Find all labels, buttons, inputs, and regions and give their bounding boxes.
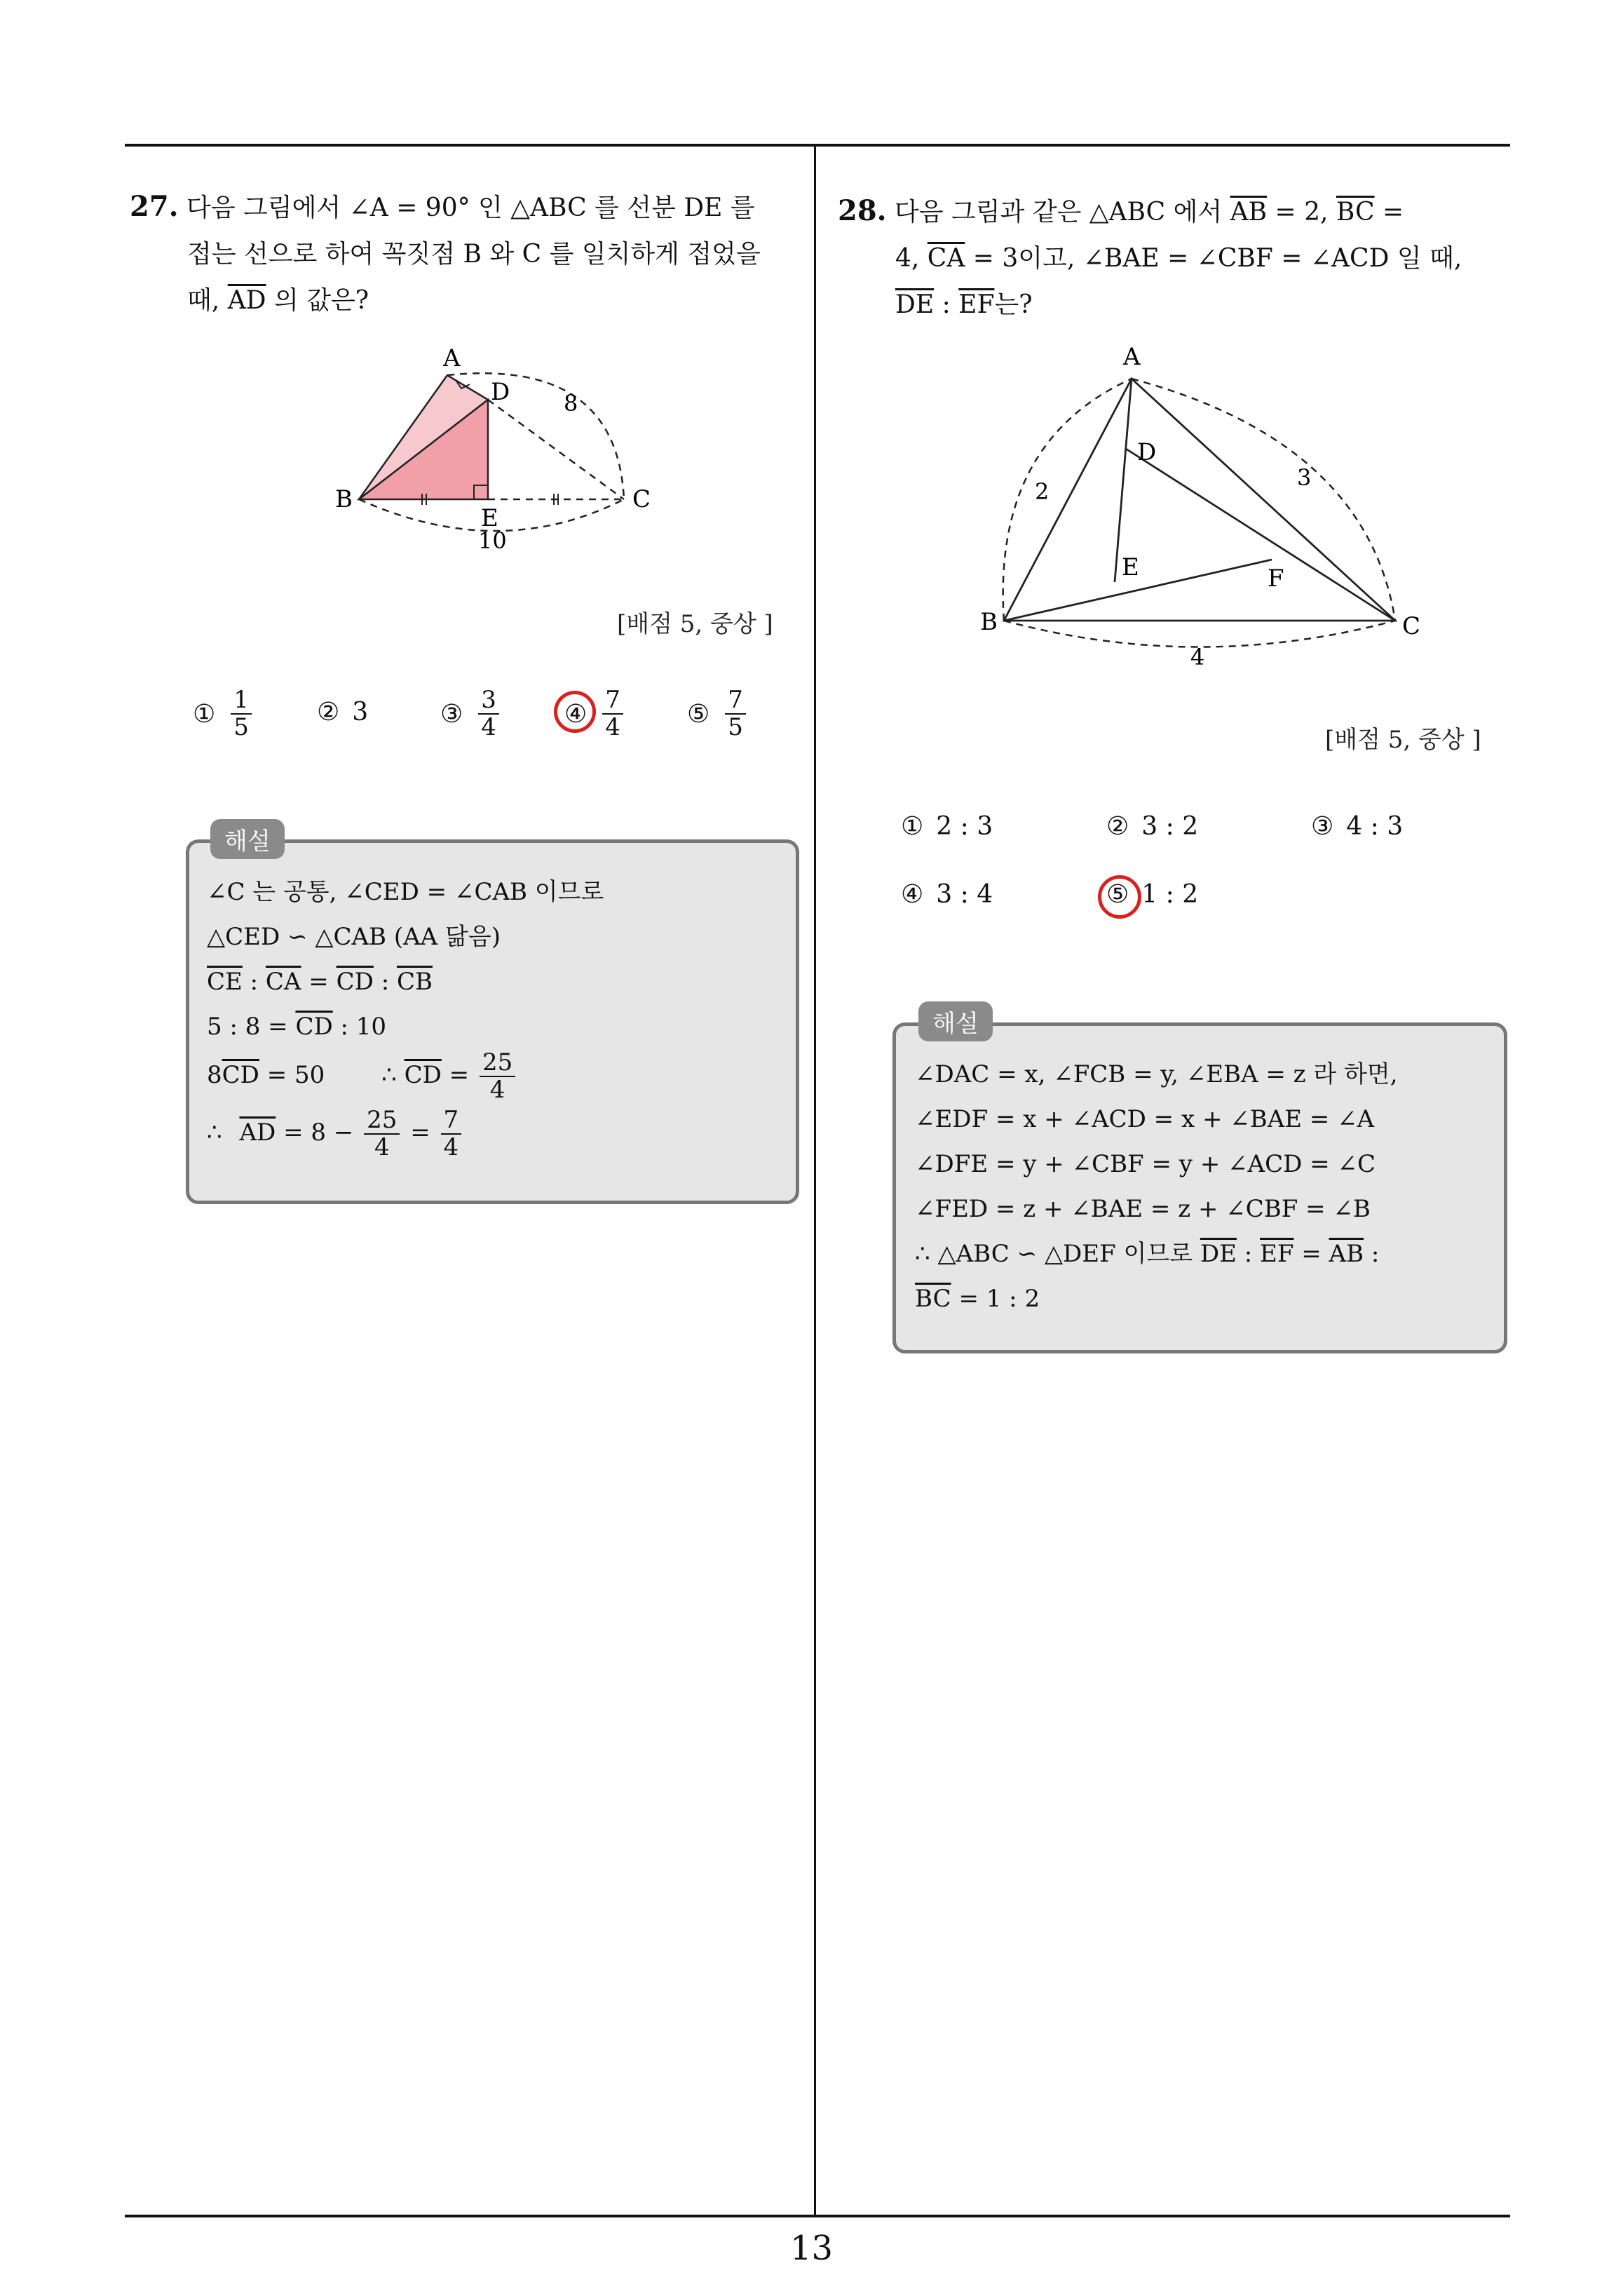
- q27-choice-4-frac: [602, 687, 623, 741]
- q27-sol-l5-num: 25: [480, 1050, 515, 1077]
- q28-label-a: A: [1123, 343, 1141, 371]
- q27-answer-circle: [554, 691, 596, 733]
- q28-choice-3-mark: ③: [1311, 812, 1334, 841]
- q27-segment-ad: $\overline{AD}$: [227, 286, 266, 315]
- q27-solution-content: [207, 870, 604, 1162]
- q27-sol-l4-post: : 10: [332, 1013, 387, 1041]
- q27-sol-line5: [207, 1049, 604, 1103]
- q27-line2: [130, 231, 803, 278]
- q28-text-2-pre: 4,: [895, 244, 928, 273]
- q28-eq-ab: = 2,: [1267, 198, 1336, 227]
- q28-sol-seg-bc: $\overline{BC}$: [915, 1285, 951, 1313]
- question-28: [838, 188, 1511, 328]
- q27-sol-l6-mid: = 8 −: [276, 1119, 362, 1147]
- q28-segment-bc: $\overline{BC}$: [1336, 198, 1375, 227]
- q27-sol-l6-seg: $\overline{AD}$: [239, 1119, 276, 1147]
- bottom-rule: [125, 2215, 1510, 2217]
- q27-label-b: B: [335, 485, 353, 513]
- q28-choice-5-value: 1 : 2: [1141, 880, 1199, 909]
- q28-sol-seg-ab: $\overline{AB}$: [1329, 1240, 1364, 1268]
- q28-solution-content: [915, 1052, 1398, 1321]
- q27-sol-l5-seg: $\overline{CD}$: [222, 1061, 259, 1089]
- q27-sol-l6-frac1: [364, 1107, 400, 1161]
- q27-sol-seg-ca: $\overline{CA}$: [265, 968, 301, 996]
- q28-choice-2[interactable]: [1106, 812, 1198, 841]
- q28-choice-3-value: 4 : 3: [1346, 812, 1404, 841]
- q28-sol-line5: [915, 1231, 1398, 1276]
- q27-choice-1-frac: [231, 687, 252, 741]
- q27-choice-4-mark: ④: [564, 699, 588, 729]
- q28-arc-bc: [1004, 621, 1395, 647]
- q28-choice-2-value: 3 : 2: [1141, 812, 1199, 841]
- q28-label-c: C: [1402, 612, 1421, 640]
- q27-sol-line1: ∠C 는 공통, ∠CED = ∠CAB 이므로: [207, 878, 604, 906]
- q28-sol-seg-de: $\overline{DE}$: [1200, 1240, 1237, 1268]
- q27-sol-line6: [207, 1103, 604, 1162]
- q28-eq-bc: =: [1374, 198, 1404, 227]
- q27-choice-1-den: 5: [233, 713, 249, 742]
- q27-choice-3-mark: ③: [440, 699, 463, 729]
- q28-line3: [838, 282, 1511, 328]
- q27-text-2: 접는 선으로 하여 꼭짓점 B 와 C 를 일치하게 접었을: [187, 240, 761, 269]
- q27-choice-5[interactable]: [687, 687, 749, 741]
- q27-number: 27.: [130, 190, 179, 223]
- q28-choice-4-value: 3 : 4: [936, 880, 993, 909]
- q27-sol-line2: △CED ∽ △CAB (AA 닮음): [207, 923, 501, 951]
- q28-label-len-3: 3: [1297, 464, 1312, 491]
- q27-choice-2-mark: ②: [317, 698, 340, 727]
- q27-sol-l4-seg: $\overline{CD}$: [295, 1013, 333, 1041]
- q27-sol-l6-num2: 7: [441, 1107, 462, 1135]
- q27-sol-seg-cd: $\overline{CD}$: [336, 968, 374, 996]
- q27-choice-3-num: 3: [478, 687, 499, 715]
- q27-score: [배점 5, 중상 ]: [617, 610, 773, 638]
- q27-sol-l5-eq: =: [441, 1061, 470, 1089]
- q27-sol-l5-mid: = 50: [259, 1061, 325, 1089]
- q27-choice-5-mark: ⑤: [687, 699, 710, 729]
- q28-label-len-4: 4: [1190, 644, 1205, 670]
- q28-sol-line6: [915, 1276, 1398, 1321]
- q28-solution-tag: 해설: [918, 1001, 993, 1041]
- q27-choice-4-num: 7: [602, 687, 623, 715]
- q28-score: [배점 5, 중상 ]: [1325, 726, 1481, 754]
- q28-figure: [975, 337, 1451, 687]
- q27-sol-l6-frac2: [441, 1107, 462, 1161]
- q27-sol-l6-num1: 25: [364, 1107, 400, 1135]
- q28-answer-circle: [1098, 875, 1141, 919]
- q27-sol-l5-therefore: ∴: [381, 1061, 397, 1089]
- q28-label-e: E: [1122, 553, 1139, 581]
- q27-choice-1-num: 1: [231, 687, 252, 715]
- q28-segment-ab: $\overline{AB}$: [1230, 198, 1268, 227]
- column-divider: [814, 144, 816, 2216]
- q27-label-a: A: [443, 344, 461, 372]
- q27-sol-l5-frac: [480, 1050, 515, 1104]
- q27-solution-tag: 해설: [210, 819, 285, 859]
- q28-sol-l5-pre: ∴ △ABC ∽ △DEF 이므로: [915, 1240, 1200, 1268]
- q28-choice-1-mark: ①: [901, 812, 924, 841]
- q27-figure: [322, 337, 673, 561]
- q28-sol-line1: ∠DAC = x, ∠FCB = y, ∠EBA = z 라 하면,: [915, 1060, 1398, 1088]
- q28-choice-1[interactable]: [901, 812, 993, 841]
- q28-choice-1-value: 2 : 3: [936, 812, 993, 841]
- q28-line-ae: [1115, 379, 1132, 582]
- q27-choice-3-frac: [478, 687, 499, 741]
- q28-line1: [838, 188, 1511, 236]
- q27-choice-4-den: 4: [605, 713, 620, 742]
- q28-label-f: F: [1268, 565, 1284, 593]
- q28-sol-l6-post: = 1 : 2: [951, 1285, 1040, 1313]
- q27-label-e: E: [481, 504, 498, 532]
- q28-sol-seg-ef: $\overline{EF}$: [1260, 1240, 1294, 1268]
- q27-line3: [130, 278, 803, 324]
- q28-sol-colon2: :: [1364, 1240, 1380, 1268]
- q28-colon: :: [934, 290, 959, 319]
- q28-sol-eq: =: [1293, 1240, 1329, 1268]
- q28-label-b: B: [980, 608, 998, 636]
- q28-line2: [838, 236, 1511, 282]
- q27-label-len-8: 8: [564, 390, 578, 417]
- q27-sol-line3: $\overline{CE}$ : $\overline{CA} = \overline{CD}$ : $\overline{CB}$: [207, 968, 433, 996]
- q28-label-len-2: 2: [1035, 478, 1050, 505]
- q28-choice-4-mark: ④: [901, 880, 924, 909]
- q27-sol-l5-seg2: $\overline{CD}$: [404, 1061, 442, 1089]
- q28-choice-3[interactable]: [1311, 812, 1403, 841]
- q27-line1: [130, 184, 803, 231]
- question-27: [130, 184, 803, 324]
- q27-choice-2[interactable]: [317, 698, 368, 727]
- q28-label-d: D: [1137, 438, 1157, 466]
- q27-sol-l5-pre: 8: [207, 1061, 222, 1089]
- q27-choice-1[interactable]: [193, 687, 254, 741]
- q27-label-d: D: [491, 378, 510, 406]
- q28-text-2-post: = 3이고, ∠BAE = ∠CBF = ∠ACD 일 때,: [965, 244, 1462, 273]
- q28-sol-line4: ∠FED = z + ∠BAE = z + ∠CBF = ∠B: [915, 1195, 1371, 1223]
- top-rule: [125, 144, 1510, 147]
- q27-sol-l4-pre: 5 : 8 =: [207, 1013, 296, 1041]
- q27-sol-seg-ce: $\overline{CE}$: [207, 968, 243, 996]
- q27-sol-l6-eq: =: [410, 1119, 438, 1147]
- q27-sol-l5-den: 4: [489, 1076, 505, 1104]
- q27-dashed-dc: [488, 400, 624, 499]
- q27-sol-l6-den2: 4: [443, 1133, 459, 1162]
- q27-choice-5-den: 5: [728, 713, 743, 742]
- q28-number: 28.: [838, 194, 887, 227]
- q28-segment-ca: $\overline{CA}$: [927, 244, 965, 273]
- q28-text-3-post: 는?: [994, 290, 1033, 319]
- q27-sol-seg-cb: $\overline{CB}$: [396, 968, 433, 996]
- q27-choice-5-num: 7: [725, 687, 746, 715]
- q28-segment-ef: $\overline{EF}$: [958, 290, 995, 319]
- q27-label-c: C: [632, 485, 651, 513]
- q27-sol-line4: [207, 1004, 604, 1049]
- q27-sol-l6-therefore: ∴: [207, 1119, 222, 1147]
- q27-text-1: 다음 그림에서 ∠A = 90° 인 △ABC 를 선분 DE 를: [186, 194, 755, 222]
- q28-sol-colon1: :: [1236, 1240, 1261, 1268]
- q27-choice-1-mark: ①: [193, 699, 216, 729]
- q28-choice-2-mark: ②: [1106, 812, 1129, 841]
- q28-segment-de: $\overline{DE}$: [895, 290, 935, 319]
- q28-choice-5-mark: ⑤: [1106, 880, 1129, 909]
- q27-choice-3[interactable]: [440, 687, 502, 741]
- q28-line-cd: [1126, 449, 1395, 621]
- q27-text-3-post: 의 값은?: [266, 286, 369, 315]
- q28-sol-line2: ∠EDF = x + ∠ACD = x + ∠BAE = ∠A: [915, 1105, 1375, 1133]
- q27-choice-5-frac: [725, 687, 746, 741]
- q27-sol-l6-den1: 4: [374, 1133, 390, 1162]
- q28-text-1-pre: 다음 그림과 같은 △ABC 에서: [895, 198, 1230, 227]
- q27-label-len-10: 10: [478, 527, 507, 554]
- q27-choice-3-den: 4: [481, 713, 496, 742]
- q27-choice-2-value: 3: [352, 698, 369, 727]
- page-number: 13: [789, 2229, 834, 2268]
- q27-text-3-pre: 때,: [187, 286, 220, 315]
- q28-sol-line3: ∠DFE = y + ∠CBF = y + ∠ACD = ∠C: [915, 1150, 1376, 1178]
- q28-choice-4[interactable]: [901, 880, 993, 909]
